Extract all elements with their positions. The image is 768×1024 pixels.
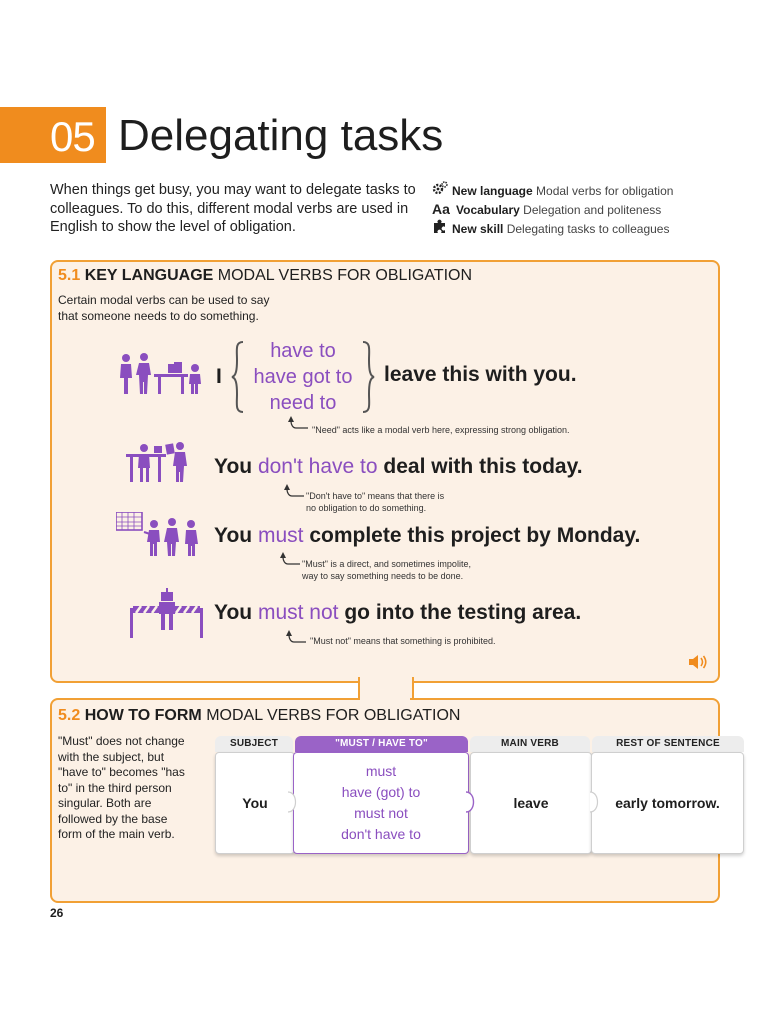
ex2-note: [306, 490, 444, 514]
section-title-bold: KEY LANGUAGE: [84, 267, 214, 284]
ex2-sentence: [214, 454, 583, 480]
chapter-title: Delegating tasks: [118, 111, 444, 160]
note-arrow-icon: [286, 630, 308, 644]
page-number: 26: [50, 906, 64, 920]
cell-text: leave: [513, 795, 549, 811]
connector-fill: [360, 677, 410, 701]
meta-label: Vocabulary: [456, 203, 520, 217]
note-line: "Must" is a direct, and sometimes impolite,: [302, 559, 471, 569]
section-title-5-2: [58, 706, 460, 726]
ex3-sentence: [214, 523, 640, 549]
ex3-modal: must: [257, 524, 304, 547]
ex4-note: "Must not" means that something is prohibited.: [310, 636, 496, 646]
cell-subject: [215, 752, 295, 854]
puzzle-icon: [432, 219, 452, 238]
ex3-note: [302, 558, 471, 582]
section-number: 5.1: [58, 267, 81, 284]
robot-behind-barrier-illustration: [130, 588, 206, 638]
ex4-before: You: [214, 601, 253, 624]
section-title-rest: MODAL VERBS FOR OBLIGATION: [217, 267, 473, 284]
meta-new-skill: [432, 219, 669, 238]
note-line: no obligation to do something.: [306, 503, 427, 513]
ex2-after: deal with this today.: [383, 455, 583, 478]
modal-form: must not: [354, 805, 408, 821]
col-header-modal: "MUST / HAVE TO": [295, 736, 468, 752]
ex1-modal-options: [244, 338, 362, 416]
section-title-bold: HOW TO FORM: [84, 707, 202, 724]
cell-text: early tomorrow.: [615, 795, 720, 811]
puzzle-knob: [286, 790, 300, 814]
col-header-main-verb: MAIN VERB: [470, 736, 590, 752]
ex4-modal: must not: [257, 601, 339, 624]
ex1-rest: leave this with you.: [384, 363, 577, 386]
section-number: 5.2: [58, 707, 81, 724]
meta-vocabulary: [432, 200, 661, 219]
intro-text: When things get busy, you may want to delegate tasks to colleagues. To do this, different modal verbs are used in English to show the level of obligation.: [50, 182, 416, 235]
note-arrow-icon: [280, 552, 302, 566]
col-header-rest: REST OF SENTENCE: [592, 736, 744, 752]
modal-option: have got to: [253, 366, 353, 388]
cell-main-verb: [470, 752, 592, 854]
section-description: Certain modal verbs can be used to say that someone needs to do something.: [58, 293, 270, 323]
puzzle-knob: [588, 790, 602, 814]
meta-value: Delegation and politeness: [523, 203, 662, 217]
section-title-5-1: [58, 266, 472, 286]
note-line: way to say something needs to be done.: [302, 571, 464, 581]
team-with-calendar-illustration: [116, 512, 204, 558]
puzzle-knob: [464, 790, 478, 814]
cell-rest: [591, 752, 744, 854]
speaker-icon[interactable]: [688, 654, 708, 670]
meta-value: Modal verbs for obligation: [536, 184, 674, 198]
meta-new-language: [432, 181, 673, 200]
close-brace-icon: [360, 340, 376, 414]
ex4-sentence: [214, 600, 581, 626]
note-line: "Don't have to" means that there is: [306, 491, 445, 501]
aa-icon: Aa: [432, 201, 450, 217]
ex2-modal: don't have to: [257, 455, 378, 478]
col-header-subject: SUBJECT: [215, 736, 293, 752]
meta-label: New skill: [452, 222, 504, 236]
ex3-after: complete this project by Monday.: [309, 524, 641, 547]
ex1-subject: I: [216, 365, 222, 388]
ex3-before: You: [214, 524, 253, 547]
section-title-rest: MODAL VERBS FOR OBLIGATION: [206, 707, 461, 724]
ex1-note: "Need" acts like a modal verb here, expressing strong obligation.: [312, 425, 570, 435]
modal-form: must: [365, 763, 397, 779]
worker-at-desk-illustration: [124, 440, 198, 486]
modal-option: need to: [269, 392, 337, 414]
colleagues-handing-papers-illustration: [118, 352, 202, 398]
modal-form: have (got) to: [341, 784, 421, 800]
note-arrow-icon: [284, 484, 306, 498]
modal-form: don't have to: [341, 826, 421, 842]
modal-option: have to: [270, 340, 336, 362]
ex4-after: go into the testing area.: [344, 601, 582, 624]
ex2-before: You: [214, 455, 253, 478]
meta-label: New language: [452, 184, 533, 198]
note-arrow-icon: [288, 416, 310, 430]
section-description: "Must" does not change with the subject, but "have to" becomes "has to" in the third person singular. Both are followed by the base form of the main verb.: [58, 734, 185, 841]
cell-modals: [293, 752, 469, 854]
cell-text: You: [242, 795, 268, 811]
meta-value: Delegating tasks to colleagues: [506, 222, 670, 236]
gears-icon: [432, 181, 452, 200]
chapter-number: 05: [50, 113, 95, 160]
